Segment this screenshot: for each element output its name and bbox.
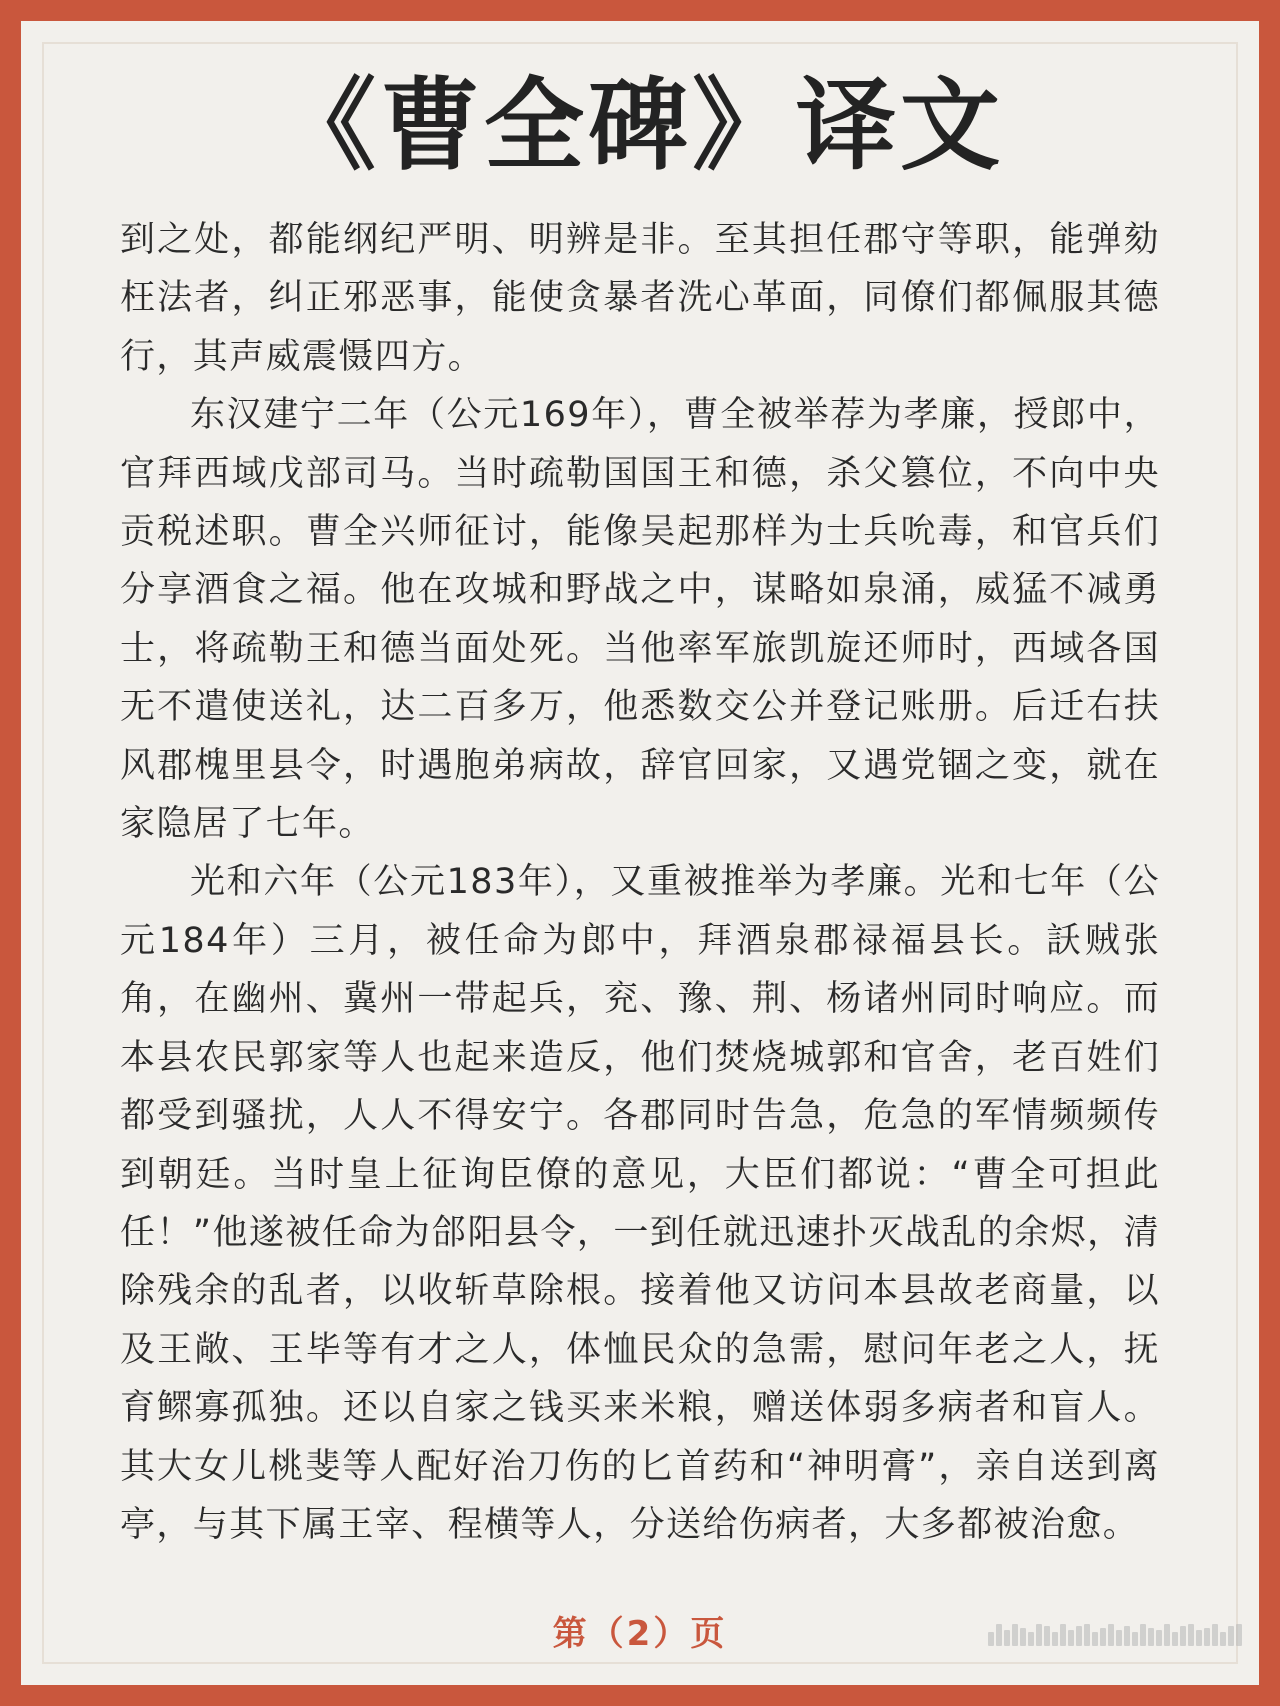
watermark-bars-icon — [988, 1624, 1242, 1646]
page-title: 《曹全碑》译文 — [276, 67, 1004, 184]
paragraph-1: 到之处，都能纲纪严明、明辨是非。至其担任郡守等职，能弹劾枉法者，纠正邪恶事，能使贪暴者洗心革面，同僚们都佩服其德行，其声威震慑四方。 — [120, 220, 1160, 377]
page-number: 第（2）页 — [552, 1614, 728, 1654]
paragraph-3: 光和六年（公元183年），又重被推举为孝廉。光和七年（公元184年）三月，被任命为郎中，拜酒泉郡禄福县长。訞贼张角，在幽州、冀州一带起兵，兖、豫、荆、杨诸州同时响应。而本县农民郭家等人也起来造反，他们焚烧城郭和官舍，老百姓们都受到骚扰，人人不得安宁。各郡同时告急，危急的军情频频传到朝廷。当时皇上征询臣僚的意见，大臣们都说：“曹全可担此任！”他遂被任命为郃阳县令，一到任就迅速扑灭战乱的余烬，清除残余的乱者，以收斩草除根。接着他又访问本县故老商量，以及王敞、王毕等有才之人，体恤民众的急需，慰问年老之人，抚育鳏寡孤独。还以自家之钱买来米粮，赠送体弱多病者和盲人。其大女儿桃斐等人配好治刀伤的匕首药和“神明膏”，亲自送到离亭，与其下属王宰、程横等人，分送给伤病者，大多都被治愈。 — [120, 862, 1160, 1545]
paragraph-2: 东汉建宁二年（公元169年），曹全被举荐为孝廉，授郎中，官拜西域戊部司马。当时疏勒国国王和德，杀父篡位，不向中央贡税述职。曹全兴师征讨，能像吴起那样为士兵吮毒，和官兵们分享酒食之福。他在攻城和野战之中，谋略如泉涌，威猛不减勇士，将疏勒王和德当面处死。当他率军旅凯旋还师时，西域各国无不遣使送礼，达二百多万，他悉数交公并登记账册。后迁右扶风郡槐里县令，时遇胞弟病故，辞官回家，又遇党锢之变，就在家隐居了七年。 — [120, 395, 1160, 845]
translation-body — [120, 211, 1160, 1554]
